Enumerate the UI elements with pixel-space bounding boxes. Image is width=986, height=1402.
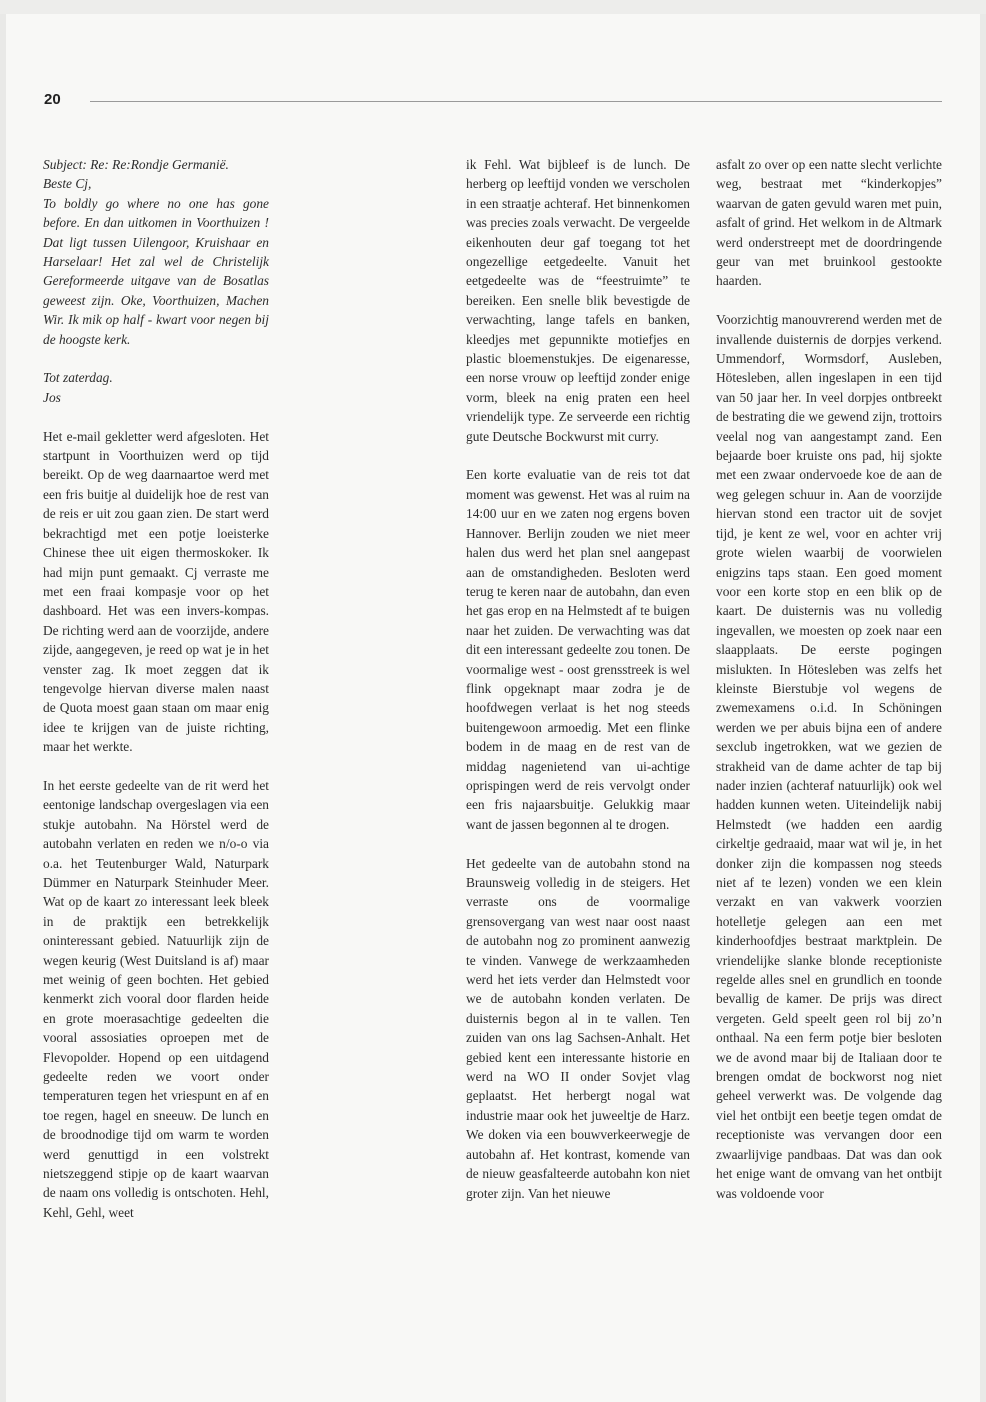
body-paragraph: In het eerste gedeelte van de rit werd het eentonige landschap overgeslagen via een stukje autobahn. Na Hörstel werd de autobahn verlaten en reden we n/o-o via o.a. het Teutenburger Wald, Naturpark Dümmer en Naturpark Steinhuder Meer. Wat op de kaart zo interessant leek bleek in de praktijk een betrekkelijk oninteressant gebied. Natuurlijk zijn de wegen keurig (West Duitsland is af) maar met weinig of geen bochten. Het gebied kenmerkt zich vooral door flarden heide en grote moerasachtige gedeelten die vooral assosiaties oproepen met de Flevopolder. Hopend op een uitdagend gedeelte reden we voort onder temperaturen tegen het vriespunt en af en toe regen, hagel en sneeuw. De lunch en de broodnodige tijd om warm te worden werd genuttigd in een volstrekt nietszeggend stipje op de kaart waarvan de naam ons volledig is ontschoten. Hehl, Kehl, Gehl, weet [43, 777, 269, 1220]
column-1 [43, 155, 269, 1222]
column-2 [466, 155, 690, 1203]
email-signature: Jos [43, 389, 61, 405]
email-subject: Subject: Re: Re:Rondje Germanië. [43, 157, 229, 172]
body-paragraph: Een korte evaluatie van de reis tot dat moment was gewenst. Het was al ruim na 14:00 uur en we zaten nog ergens boven Hannover. Berlijn zouden we niet meer halen dus werd het plan snel aangepast aan de omstandigheden. Besloten werd terug te keren naar de autobahn, dan even het gas erop en na Helmstedt af te buigen naar het zuiden. De verwachting was dat dit een interessant gedeelte zou tonen. De voormalige west - oost grensstreek is wel flink opgeknapt maar zodra je de hoofdwegen verlaat is het nog steeds buitengewoon armoedig. Met een flinke bodem in de maag en de rest van de middag nagenietend van ui-achtige oprispingen werd de reis vervolgt onder een fris najaarsbuitje. Gelukkig maar want de jassen begonnen al te drogen. [466, 467, 690, 832]
email-greeting: Beste Cj, [43, 176, 92, 192]
page-number: 20 [44, 91, 61, 108]
paragraph-gap [43, 407, 269, 426]
email-closing: Tot zaterdag. [43, 370, 113, 386]
body-paragraph: Het e-mail gekletter werd afgesloten. Het startpunt in Voorthuizen werd op tijd bereikt. Op de weg daarnaartoe werd met een fris buitje al duidelijk hoe de rest van de reis er uit zou gaan zien. De start werd bekrachtigd met een potje loeisterke Chinese thee uit eigen thermoskoker. Ik had mijn punt gemaakt. Cj verraste me met een fraai kompasje voor op het dashboard. Het was een invers-kompas. De richting werd aan de voorzijde, andere zijde, aangegeven, je reed op wat je in het venster zag. Ik moet zeggen dat ik tengevolge hiervan diverse malen naast de Quota moest gaan staan om maar enig idee te krijgen van de juiste richting, maar het werkte. [43, 428, 269, 755]
email-body: To boldly go where no one has gone before. En dan uitkomen in Voorthuizen ! Dat ligt tussen Uilengoor, Kruishaar en Harselaar! Het zal wel de Christelijk Gereformeerde uitgave van de Bosatlas geweest zijn. Oke, Voorthuizen, Machen Wir. Ik mik op half - kwart voor negen bij de hoogste kerk. [43, 195, 269, 347]
body-paragraph: ik Fehl. Wat bijbleef is de lunch. De herberg op leeftijd vonden we verscholen in een straatje achteraf. Het binnenkomen was precies zoals verwacht. De vergeelde eikenhouten deur gaf toegang tot het ongezellige eetgedeelte. Vanuit het eetgedeelte was de “feestruimte” te bereiken. Een snelle blik bevestigde de verwachting, lange tafels en banken, kleedjes met gepunnikte motiefjes en plastic bloemenstukjes. De eigenaresse, een norse vrouw op leeftijd zonder enige vorm, bleek na enig praten een heel vriendelijk type. Ze serveerde een richtig gute Deutsche Bockwurst mit curry. [466, 157, 690, 444]
scan-top-edge [0, 0, 986, 14]
column-3 [716, 155, 942, 1203]
body-paragraph: Het gedeelte van de autobahn stond na Braunsweig volledig in de steigers. Het verraste ons de voormalige grensovergang van west naar oost naast de autobahn nog zo prominent aanwezig te vinden. Vanwege de werkzaamheden werd het iets verder dan Helmstedt voor we de autobahn konden verlaten. De duisternis begon al in te vallen. Ten zuiden van ons lag Sachsen-Anhalt. Het gebied kent een interessante historie en werd na WO II onder Sovjet vlag geplaatst. Het herbergt nogal wat industrie maar ook het juweeltje de Harz. We doken via een bouwverkeerwegje de autobahn af. Het kontrast, komende van de nieuw geasfalteerde autobahn kon niet groter zijn. Van het nieuwe [466, 855, 690, 1201]
email-quote [43, 155, 269, 407]
body-paragraph: Voorzichtig manouvrerend werden met de invallende duisternis de dorpjes verkend. Ummendorf, Wormsdorf, Ausleben, Hötesleben, allen ingeslapen in een tijd van 50 jaar her. In veel dorpjes ontbreekt de bestrating die we gewend zijn, trottoirs veelal nog van aangestampt zand. Een bejaarde boer kruiste ons pad, hij sjokte met een zwaar ondervoede koe de aan de weg gelegen schuur in. Aan de voorzijde hiervan stond een tractor uit de sovjet tijd, je kent ze wel, voor en achter vrij grote wielen waarbij de voorwielen enigzins taps staan. Een goed moment voor een korte stop en een blik op de kaart. De duisternis was nu volledig ingevallen, we moesten op zoek naar een slaapplaats. De eerste pogingen mislukten. In Hötesleben was zelfs het kleinste Bierstubje vol wegens de zwemexamens o.i.d. In Schöningen werden we per abuis bijna een of andere sexclub ingetrokken, wat we gezien de strakheid van de dame achter de tap bij nader inzien (achteraf natuurlijk) ook wel hadden kunnen weten. Uiteindelijk nabij Helmstedt (we hadden een aardig cirkeltje gedraaid, maar wat wil je, in het donker zijn die kompassen nog steeds niet af te lezen) vonden we een klein verzakt en van vakwerk voorzien hotelletje gelegen aan een met kinderhoofdjes bestraat marktplein. De vriendelijke slanke blonde receptioniste regelde alles snel en grundlich en toonde bevallig de kamer. De prijs was direct vergeten. Geld speelt geen rol bij zo’n onthaal. Na een ferm potje bier besloten we de avond maar bij de Italiaan door te brengen omdat de bockworst nog niet geheel verwerkt was. De volgende dag viel het ontbijt een beetje tegen omdat de receptioniste was vervangen door een zwaarlijvige pandbaas. Dat was dan ook het enige want de omvang van het ontbijt was voldoende voor [716, 312, 942, 1201]
body-paragraph: asfalt zo over op een natte slecht verlichte weg, bestraat met “kinderkopjes” waarvan de gaten gevuld waren met puin, asfalt of grind. Het welkom in de Altmark werd onderstreept met de doordringende geur van met bruinkool gestookte haarden. [716, 157, 942, 289]
header-rule [90, 101, 942, 102]
email-gap [43, 349, 269, 368]
